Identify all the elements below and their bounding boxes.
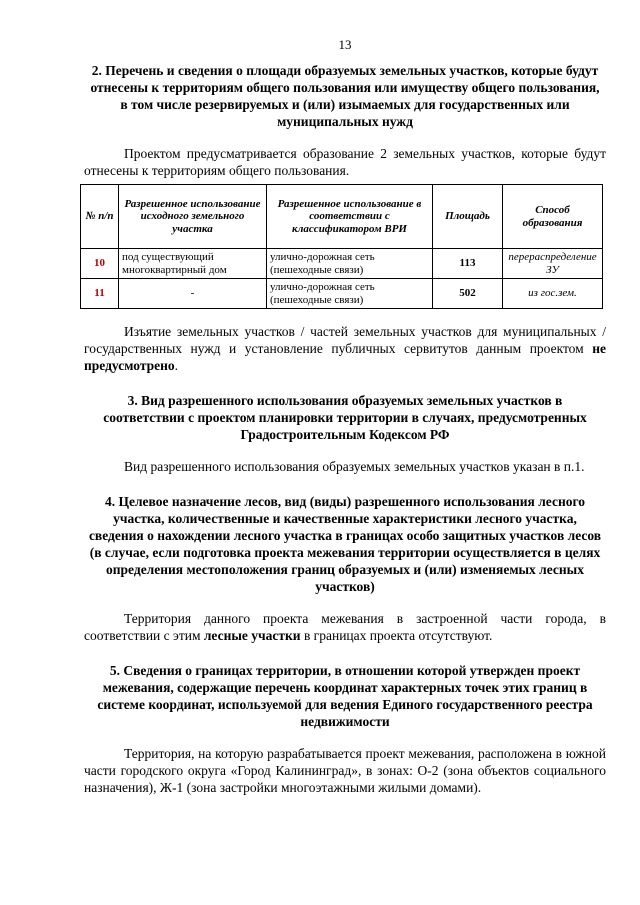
section-5-text: Территория, на которую разрабатывается проект межевания, расположена в южной части городского округа «Город Калининград», в зонах: О-2 (зона объектов социального назначения), Ж-1 (зона застройки многоэтажными жилыми домами). xyxy=(84,746,606,795)
table-row xyxy=(81,279,603,309)
header-original-use: Разрешенное использование исходного земельного участка xyxy=(119,185,267,249)
section-2-intro: Проектом предусматривается образование 2 земельных участков, которые будут отнесены к территориям общего пользования. xyxy=(84,146,606,178)
header-number: № п/п xyxy=(81,185,119,249)
forest-plots-bold: лесные участки xyxy=(203,628,301,643)
section-3-heading: 3. Вид разрешенного использования образуемых земельных участков в соответствии с проектом планировки территории в случаях, предусмотренных Градостроительным Кодексом РФ xyxy=(103,393,587,442)
seizure-not-provided: не предусмотрено xyxy=(84,341,606,373)
header-method: Способ образования xyxy=(503,185,603,249)
table-row xyxy=(81,249,603,279)
row-original-use: - xyxy=(119,279,267,309)
section-5-number: 5 xyxy=(109,663,117,678)
row-original-use: под существующий многоквартирный дом xyxy=(119,249,267,279)
section-3-text: Вид разрешенного использования образуемых земельных участков указан в п.1. xyxy=(124,459,585,474)
row-area: 502 xyxy=(433,279,503,309)
section-2-number: 2. xyxy=(91,63,102,78)
row-area: 113 xyxy=(433,249,503,279)
row-vri-use: улично-дорожная сеть (пешеходные связи) xyxy=(267,249,433,279)
section-2-seizure-text xyxy=(84,323,606,374)
section-5-heading xyxy=(84,662,606,730)
land-plots-table xyxy=(80,184,603,309)
row-vri-use: улично-дорожная сеть (пешеходные связи) xyxy=(267,279,433,309)
page-number: 13 xyxy=(338,37,352,52)
forest-text-start: Территория данного проекта межевания в застроенной части города, в соответствии с этим xyxy=(84,611,606,643)
header-area: Площадь xyxy=(433,185,503,249)
seizure-text-end: . xyxy=(174,358,179,373)
section-4-heading: 4. Целевое назначение лесов, вид (виды) разрешенного использования лесного участка, количественные и качественные характеристики лесного участка, сведения о нахождении лесного участка в границах особо защитных участков лесов (в случае, если подготовка проекта межевания территории осуществляется в целях определения местоположения границ образуемых и (или) изменяемых лесных участков) xyxy=(88,494,602,594)
row-method: из гос.зем. xyxy=(503,279,603,309)
row-number: 10 xyxy=(81,249,119,279)
row-method: перераспределение ЗУ xyxy=(503,249,603,279)
seizure-text: Изъятие земельных участков / частей земельных участков для муниципальных / государственных нужд и установление публичных сервитутов данным проектом xyxy=(84,324,606,356)
section-5-title: . Сведения о границах территории, в отношении которой утвержден проект межевания, содержащие перечень координат характерных точек этих границ в системе координат, используемой для ведения Единого государственного реестра недвижимости xyxy=(97,663,593,729)
section-2-title: Перечень и сведения о площади образуемых земельных участков, которые будут отнесены к территориям общего пользования или имуществу общего пользования, в том числе резервируемых и (или) изымаемых для государственных или муниципальных нужд xyxy=(90,63,600,129)
header-vri-use: Разрешенное использование в соответствии с классификатором ВРИ xyxy=(267,185,433,249)
forest-text-end: в границах проекта отсутствуют. xyxy=(303,628,493,643)
section-4-text xyxy=(84,610,606,644)
row-number: 11 xyxy=(81,279,119,309)
table-header-row xyxy=(81,185,603,249)
section-2-heading xyxy=(84,62,606,130)
